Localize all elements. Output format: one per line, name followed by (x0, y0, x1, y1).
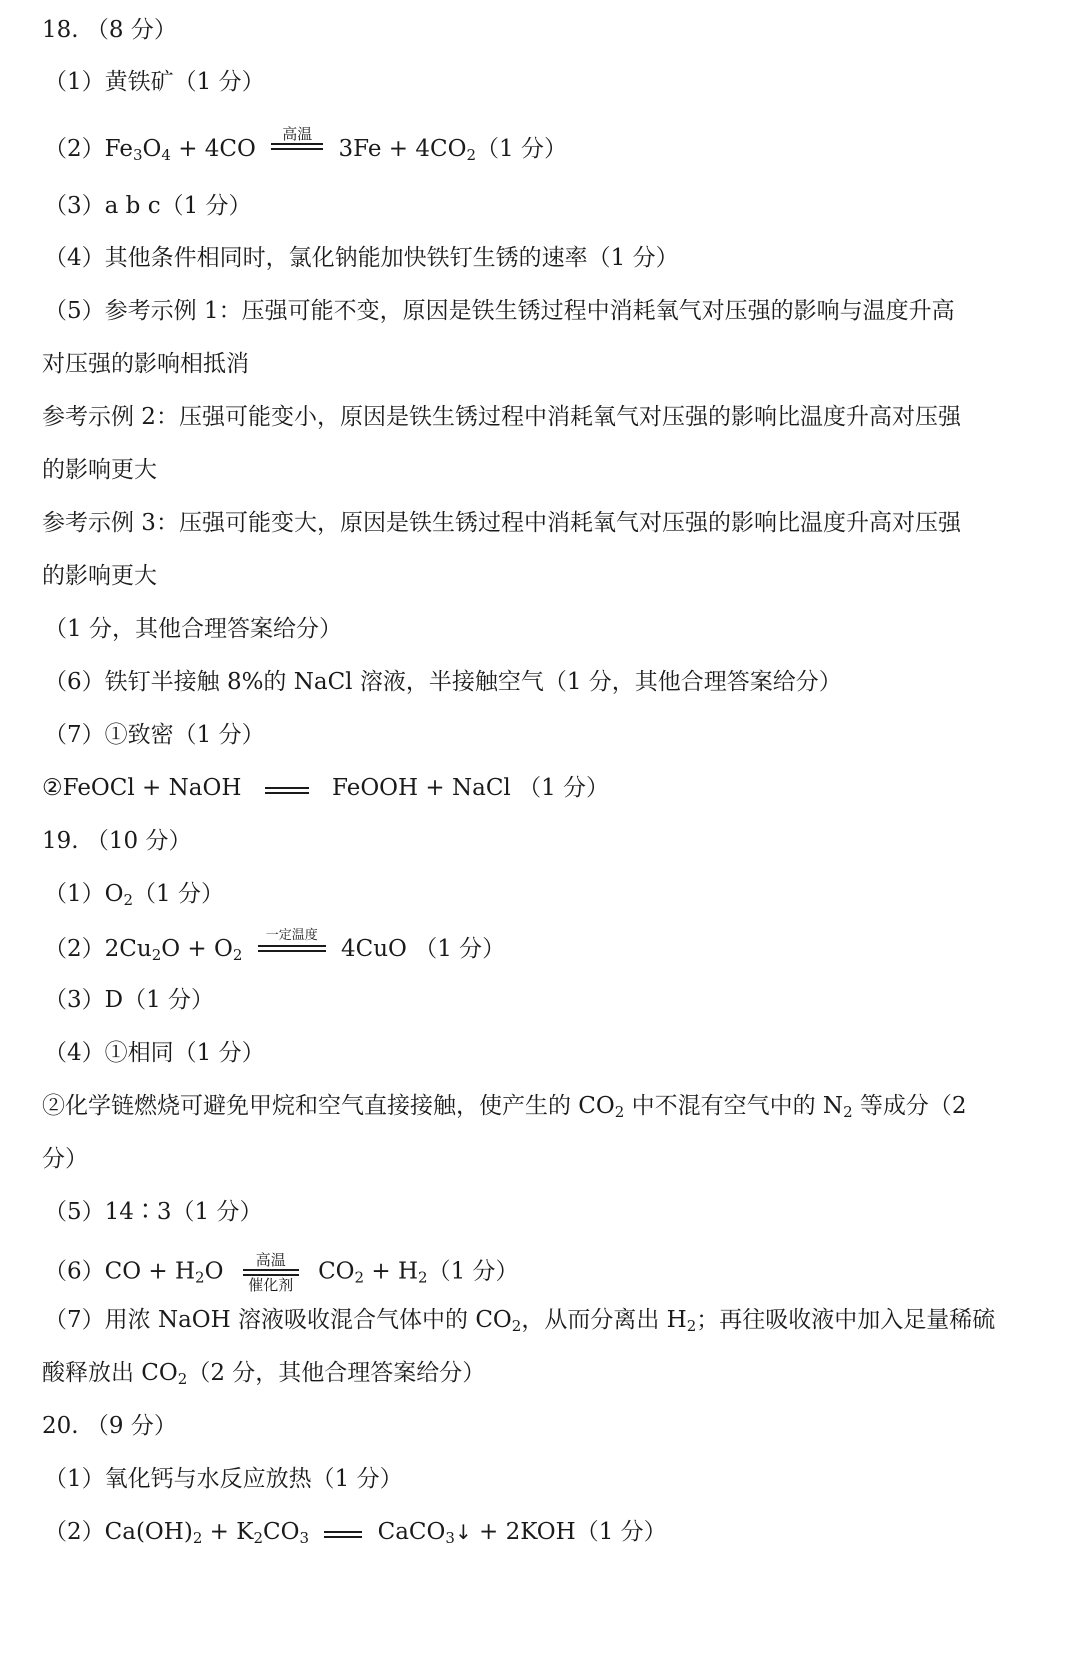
q18-example2-line2: 的影响更大 (42, 457, 157, 483)
q19-part6-equation: $(6)CO + H_2O$ 高温 催化剂 $CO_2 + H_2(1$ 分） (44, 1251, 519, 1294)
double-bar-equals (265, 785, 309, 794)
reaction-condition-sign: 高温 (271, 126, 323, 150)
q18-part7-1: （7）①致密（1 分） (44, 722, 265, 748)
q18-example2-line1: 参考示例 2：压强可能变小，原因是铁生锈过程中消耗氧气对压强的影响比温度升高对压强 (42, 404, 961, 430)
q18-part5-score: （1 分，其他合理答案给分） (44, 616, 342, 642)
q19-part3: （3）D（1 分） (44, 987, 215, 1013)
q18-part1: （1）黄铁矿（1 分） (44, 69, 265, 95)
q18-example3-line1: 参考示例 3：压强可能变大，原因是铁生锈过程中消耗氧气对压强的影响比温度升高对压强 (42, 510, 961, 536)
q19-part5: （5）14∶3（1 分） (44, 1199, 263, 1225)
q19-part7-line2: 酸释放出 $CO_2(2$ 分，其他合理答案给分） (42, 1360, 486, 1388)
q19-part4-1: （4）①相同（1 分） (44, 1040, 265, 1066)
double-bar-equals (271, 143, 323, 150)
q18-part4: （4）其他条件相同时，氯化钠能加快铁钉生锈的速率（1 分） (44, 245, 679, 271)
q18-part3: （3）a b c（1 分） (44, 193, 252, 219)
reaction-condition-sign: 高温 催化剂 (243, 1252, 299, 1293)
double-bar-equals (258, 945, 326, 952)
q20-part1: （1）氧化钙与水反应放热（1 分） (44, 1466, 403, 1492)
double-bar-equals (324, 1529, 362, 1538)
q18-header: 18. （8 分） (42, 17, 177, 43)
precipitate-down-arrow-icon: ↓ (454, 1520, 472, 1544)
q18-part6: （6）铁钉半接触 8%的 NaCl 溶液，半接触空气（1 分，其他合理答案给分） (44, 669, 842, 695)
q18-part7-2-equation: ②FeOCl + NaOH FeOOH + NaCl （1 分） (42, 775, 610, 801)
double-bar-equals (243, 1269, 299, 1276)
q18-part2-equation: $(2)Fe_3O_4 + 4CO$ 高温 $3Fe + 4CO_2(1$ 分） (44, 125, 567, 164)
q18-example3-line2: 的影响更大 (42, 563, 157, 589)
q18-part5-line1: （5）参考示例 1：压强可能不变，原因是铁生锈过程中消耗氧气对压强的影响与温度升高 (44, 298, 955, 324)
reaction-condition-sign: 一定温度 (258, 928, 326, 952)
q20-part2-equation: $(2)Ca(OH)_2 + K_2CO_3$ CaCO$_3$↓ + 2KOH（1 分） (44, 1519, 667, 1547)
q19-part2-equation: $(2)2Cu_2O + O_2$ 一定温度 4CuO （1 分） (44, 928, 506, 964)
q20-header: 20. （9 分） (42, 1413, 177, 1439)
q19-part1: $(1)O_2(1$ 分） (44, 881, 224, 909)
q19-part7-line1: （7）用浓 NaOH 溶液吸收混合气体中的 $CO_2$，从而分离出 $H_2$；再往吸收液中加入足量稀硫 (44, 1307, 996, 1335)
q19-part4-2-line2: 分） (42, 1146, 88, 1172)
q19-header: 19. （10 分） (42, 828, 192, 854)
q18-part5-line2: 对压强的影响相抵消 (42, 351, 249, 377)
q19-part4-2-line1: ②化学链燃烧可避免甲烷和空气直接接触，使产生的 $CO_2$ 中不混有空气中的 $N_2$ 等成分（2 (42, 1093, 967, 1121)
